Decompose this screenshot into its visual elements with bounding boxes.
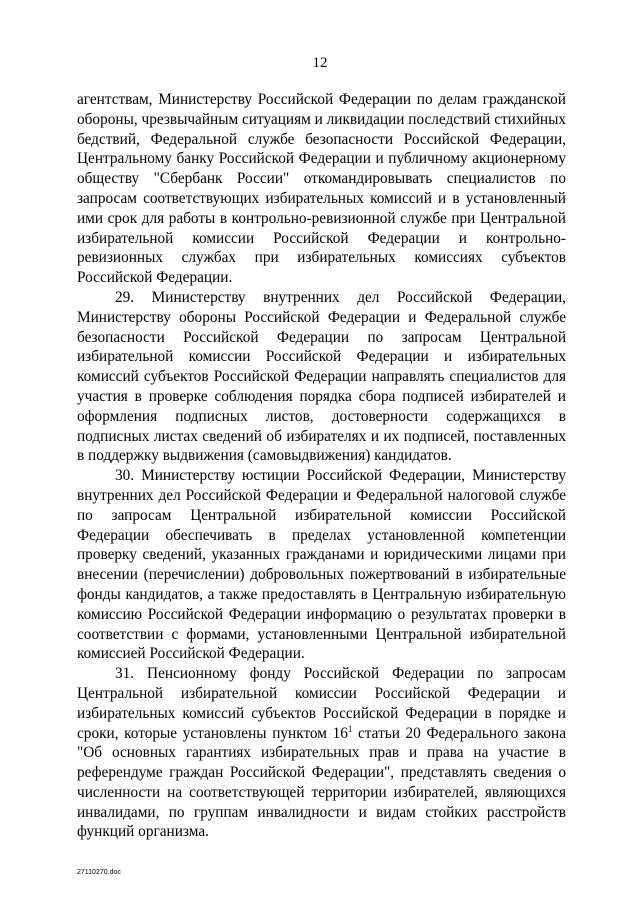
document-body xyxy=(77,90,566,842)
paragraph-30: 30. Министерству юстиции Российской Федерации, Министерству внутренних дел Российской Федерации и Федеральной налоговой службе по запросам Центральной избирательной комиссии Российской Федерации обеспечивать в пределах установленной компетенции проверку сведений, указанных гражданами и юридическими лицами при внесении (перечислении) добровольных пожертвований в избирательные фонды кандидатов, а также предоставлять в Центральную избирательную комиссию Российской Федерации информацию о результатах проверки в соответствии с формами, установленными Центральной избирательной комиссией Российской Федерации. xyxy=(77,467,566,663)
paragraph-29: 29. Министерству внутренних дел Российской Федерации, Министерству обороны Российской Федерации и Федеральной службе безопасности Российской Федерации по запросам Центральной избирательной комиссии Российской Федерации и избирательных комиссий субъектов Российской Федерации направлять специалистов для участия в проверке соблюдения порядка сбора подписей избирателей и оформления подписных листов, достоверности содержащихся в подписных листах сведений об избирателях и их подписей, поставленных в поддержку выдвижения (самовыдвижения) кандидатов. xyxy=(77,288,566,465)
paragraph-31-text-start: 31. Пенсионному фонду Российской Федерации по запросам Центральной избирательной комиссии Российской Федерации и избирательных комиссий субъектов Российской Федерации в порядке и сроки, которые установлены пунктом 16 xyxy=(77,665,566,742)
superscript-clause-number: 1 xyxy=(347,723,353,734)
page-number: 12 xyxy=(312,55,328,71)
paragraph-31-text-end: статьи 20 Федерального закона "Об основных гарантиях избирательных прав и права на участие в референдуме граждан Российской Федерации", представлять сведения о численности на соответствующей территории избирателей, являющихся инвалидами, по группам инвалидности и видам стойких расстройств функций организма. xyxy=(77,724,566,841)
paragraph-31 xyxy=(77,664,566,842)
paragraph-continuation: агентствам, Министерству Российской Федерации по делам гражданской обороны, чрезвычайным ситуациям и ликвидации последствий стихийных бедствий, Федеральной службе безопасности Российской Федерации, Центральному банку Российской Федерации и публичному акционерному обществу "Сбербанк России" откомандировывать специалистов по запросам соответствующих избирательных комиссий и в установленный ими срок для работы в контрольно-ревизионной службе при Центральной избирательной комиссии Российской Федерации и контрольно-ревизионных службах при избирательных комиссиях субъектов Российской Федерации. xyxy=(77,91,566,287)
footer-filename: 27110270.doc xyxy=(77,869,121,876)
